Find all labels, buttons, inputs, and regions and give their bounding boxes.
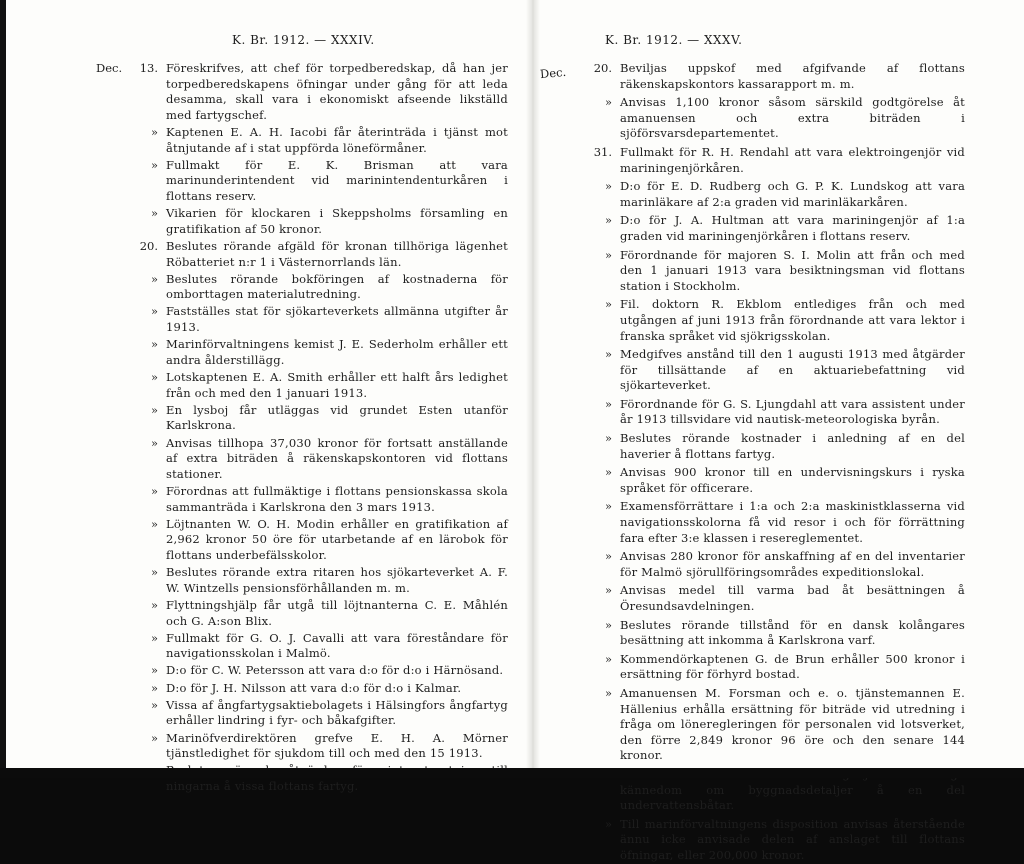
entry-text: Till marinförvaltningens disposition anvisas återstående ännu icke anvisade delen af anslaget till flottans öfningar, eller 200,000 kronor. <box>620 816 965 862</box>
entry-day: » <box>150 124 158 139</box>
register-entry <box>570 652 965 683</box>
entry-text: Fullmakt för E. K. Brisman att vara marinunderintendent vid marinintendenturkåren i flottans reserv. <box>166 157 508 203</box>
entry-day: » <box>150 206 158 221</box>
entry-day: » <box>150 337 158 352</box>
entry-text: ningarna å vissa flottans fartyg. <box>166 779 359 793</box>
entry-day: » <box>150 304 158 319</box>
register-entry <box>118 239 508 270</box>
register-entry <box>570 583 965 614</box>
entry-text: Anvisas medel till varma bad åt besättningen å Öresundsavdelningen. <box>620 583 965 613</box>
entry-day: » <box>150 271 158 286</box>
entry-day: 31. <box>593 144 612 159</box>
register-entry <box>118 663 508 679</box>
entry-day: » <box>604 549 612 564</box>
entry-text: Förordnande för majoren S. I. Molin att från och med den 1 januari 1913 vara besiktningsman vid flottans station i Stockholm. <box>620 247 965 293</box>
entry-text: Marinförvaltningens kemist J. E. Sederholm erhåller ett andra ålderstillägg. <box>166 337 508 367</box>
entry-text: D:o för E. D. Rudberg och G. P. K. Lundskog att vara marinläkare af 2:a graden vid marinläkarkåren. <box>620 179 965 209</box>
entry-day: » <box>604 213 612 228</box>
entry-text: Anvisas 1,100 kronor såsom särskild godtgörelse åt amanuensen och extra biträden i sjöförsvarsdepartementet. <box>620 95 965 141</box>
register-entry <box>118 436 508 483</box>
entry-text: Beslutes rörande afgäld för kronan tillhöriga lägenhet Röbatteriet n:r 1 i Västernorrlands län. <box>166 238 508 269</box>
register-entry <box>570 95 965 142</box>
right-month-label: Dec. <box>539 64 567 82</box>
entry-text: kännedom om byggnadsdetaljer å en del undervattensbåtar. <box>620 782 965 813</box>
entry-text: Anvisas 280 kronor för anskaffning af en del inventarier för Malmö sjörullföringsområdes expeditionslokal. <box>620 549 965 579</box>
entry-text: Beslutes rörande tillstånd för en dansk kolångares besättning att inkomma å Karlskrona varf. <box>620 617 965 648</box>
register-entry <box>570 397 965 428</box>
entry-day: » <box>604 465 612 480</box>
entry-day: » <box>150 680 158 695</box>
right-page <box>530 0 1024 862</box>
entry-day: » <box>150 435 158 450</box>
register-entry <box>570 213 965 244</box>
entry-day: » <box>150 516 158 531</box>
register-entry <box>118 698 508 729</box>
register-entry <box>570 248 965 295</box>
entry-day: » <box>150 157 158 172</box>
entry-text: Föreskrifves, att chef för torpedberedskap, då han jer torpedberedskapens öfningar under gång för att leda desamma, skall vara i ekonomiskt afseende likställd med fartygschef. <box>166 61 508 122</box>
entry-text: Fullmakt för R. H. Rendahl att vara elektroingenjör vid mariningenjörkåren. <box>620 144 965 175</box>
entry-day: » <box>604 617 612 632</box>
register-entry <box>570 549 965 580</box>
entry-text: Beslutes rörande extra ritaren hos sjökarteverket A. F. W. Wintzells pensionsförhållanden m. m. <box>166 565 508 595</box>
register-entry <box>570 686 965 764</box>
entry-text: Flyttningshjälp får utgå till löjtnanterna C. E. Måhlén och G. A:son Blix. <box>166 597 508 628</box>
entry-text: Examensförrättare i 1:a och 2:a maskinistklasserna vid navigationsskolorna få vid resor i och för förrättning fara efter 3:e klassen i resereglementet. <box>620 499 965 545</box>
register-entry <box>118 61 508 123</box>
register-entry <box>118 272 508 303</box>
register-entry <box>570 431 965 462</box>
entry-text: Fullmakt för G. O. J. Cavalli att vara föreståndare för navigationsskolan i Malmö. <box>166 630 508 661</box>
scan-edge-bottom <box>0 768 1024 778</box>
left-month-label: Dec. <box>96 61 123 75</box>
register-entry <box>118 517 508 564</box>
entry-text: Löjtnanten W. O. H. Modin erhåller en gratifikation af 2,962 kronor 50 öre för utarbetande af en lärobok för flottans underbefälsskolor. <box>166 516 508 562</box>
entry-text: Förordnas att fullmäktige i flottans pensionskassa skola sammanträda i Karlskrona den 3 mars 1913. <box>166 483 508 514</box>
entry-day: » <box>604 179 612 194</box>
entry-day: » <box>604 499 612 514</box>
register-entry <box>570 297 965 344</box>
entry-day: » <box>604 685 612 700</box>
register-entry <box>570 817 965 864</box>
entry-text: Beslutes rörande kostnader i anledning af en del haverier å flottans fartyg. <box>620 431 965 461</box>
register-entry <box>570 179 965 210</box>
right-entry-list <box>570 61 965 864</box>
entry-day: 20. <box>139 238 158 253</box>
entry-text: Lotskaptenen E. A. Smith erhåller ett halft års ledighet från och med den 1 januari 1913. <box>166 370 508 400</box>
entry-text: D:o för J. A. Hultman att vara mariningenjör af 1:a graden vid mariningenjörkåren i flottans reserv. <box>620 213 965 243</box>
entry-day: » <box>604 431 612 446</box>
register-entry <box>118 484 508 515</box>
entry-day: » <box>150 697 158 712</box>
entry-text: Förordnande för G. S. Ljungdahl att vara assistent under år 1913 tillsvidare vid nautisk-meteorologiska byrån. <box>620 396 965 427</box>
entry-day: » <box>150 402 158 417</box>
entry-day: » <box>604 347 612 362</box>
entry-text: Marinöfverdirektören grefve E. H. A. Mörner tjänstledighet för sjukdom till och med den 15 1913. <box>166 730 508 761</box>
entry-day: » <box>150 630 158 645</box>
entry-text: Amanuensen M. Forsman och e. o. tjänstemannen E. Hällenius erhålla ersättning för biträde vid utredning i fråga om löneregleringen för personalen vid lotsverket, den förre 2,849 kronor 96 öre och den senare 144 kronor. <box>620 685 965 763</box>
entry-day: » <box>604 816 612 831</box>
entry-text: Fastställes stat för sjökarteverkets allmänna utgifter år 1913. <box>166 304 508 335</box>
entry-text: D:o för J. H. Nilsson att vara d:o för d:o i Kalmar. <box>166 680 462 695</box>
register-entry <box>570 145 965 176</box>
register-entry <box>118 337 508 368</box>
entry-text: Fil. doktorn R. Ekblom entlediges från och med utgången af juni 1913 från förordnande att vara lektor i franska språket vid sjökrigsskolan. <box>620 297 965 343</box>
entry-day: » <box>150 483 158 498</box>
left-running-head: K. Br. 1912. — XXXIV. <box>232 33 375 47</box>
entry-day: » <box>604 396 612 411</box>
register-entry <box>118 565 508 596</box>
entry-text: En lysboj får utläggas vid grundet Esten utanför Karlskrona. <box>166 402 508 433</box>
entry-text: Kaptenen E. A. H. Iacobi får återinträda i tjänst mot åtnjutande af i stat uppförda löneförmåner. <box>166 124 508 155</box>
register-entry <box>118 370 508 401</box>
entry-day: » <box>150 730 158 745</box>
register-entry <box>570 61 965 92</box>
register-entry <box>118 731 508 762</box>
entry-day: » <box>604 651 612 666</box>
entry-text: Vissa af ångfartygsaktiebolagets i Hälsingfors ångfartyg erhåller lindring i fyr- och båkafgifter. <box>166 697 508 728</box>
register-entry <box>570 499 965 546</box>
entry-day: » <box>150 597 158 612</box>
entry-day: » <box>150 565 158 580</box>
entry-day: » <box>604 297 612 312</box>
right-running-head: K. Br. 1912. — XXXV. <box>605 33 743 47</box>
register-entry <box>118 681 508 697</box>
entry-day: » <box>604 583 612 598</box>
register-entry <box>570 465 965 496</box>
entry-day: » <box>150 663 158 678</box>
entry-text: Anvisas 900 kronor till en undervisningskurs i ryska språket för officerare. <box>620 465 965 495</box>
register-entry <box>118 631 508 662</box>
entry-day: » <box>604 95 612 110</box>
entry-day: 13. <box>139 61 158 75</box>
left-entry-list <box>118 61 508 795</box>
entry-text: Beslutes rörande bokföringen af kostnaderna för omborttagen materialutredning. <box>166 271 508 302</box>
register-entry <box>118 304 508 335</box>
entry-day: » <box>604 247 612 262</box>
register-entry <box>570 618 965 649</box>
left-page <box>0 0 530 793</box>
entry-text: Vikarien för klockaren i Skeppsholms församling en gratifikation af 50 kronor. <box>166 206 508 236</box>
register-entry <box>118 598 508 629</box>
entry-text: Kommendörkaptenen G. de Brun erhåller 500 kronor i ersättning för förhyrd bostad. <box>620 651 965 682</box>
entry-text: Anvisas tillhopa 37,030 kronor för fortsatt anställande af extra biträden å räkenskapskontoren vid flottans stationer. <box>166 435 508 481</box>
register-entry <box>118 403 508 434</box>
entry-text: Beviljas uppskof med afgifvande af flottans räkenskapskontors kassarapport m. m. <box>620 61 965 91</box>
register-entry <box>118 125 508 156</box>
entry-day: » <box>150 370 158 385</box>
register-entry <box>570 347 965 394</box>
entry-text: Medgifves anstånd till den 1 augusti 1913 med åtgärder för tillsättande af en aktuariebefattning vid sjökarteverket. <box>620 347 965 393</box>
entry-text: D:o för C. W. Petersson att vara d:o för d:o i Härnösand. <box>166 663 504 678</box>
register-entry <box>118 206 508 237</box>
register-entry <box>118 158 508 205</box>
entry-day: 20. <box>593 61 612 75</box>
